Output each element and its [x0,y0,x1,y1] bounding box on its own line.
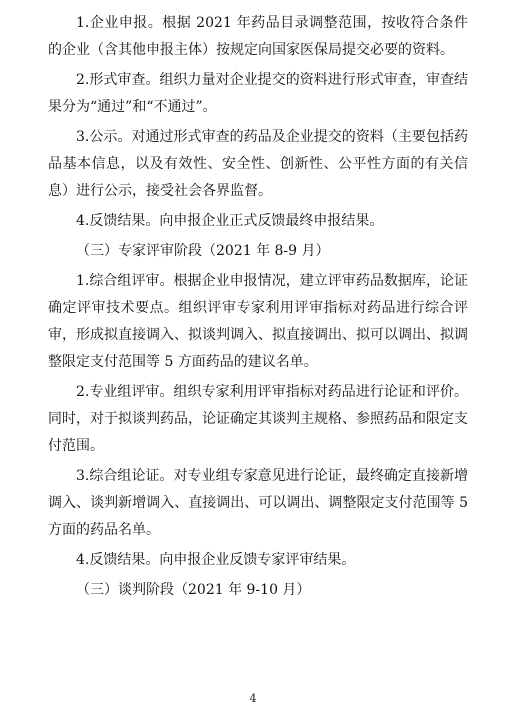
section-heading-expert-review: （三）专家评审阶段（2021 年 8-9 月） [76,243,330,259]
paragraph-publicity: 3.公示。对通过形式审查的药品及企业提交的资料（主要包括药品基本信息，以及有效性、安全性、创新性、公平性方面的有关信息）进行公示，接受社会各界监督。 [48,129,468,199]
page-number: 4 [249,692,257,705]
paragraph-professional-review: 2.专业组评审。组织专家利用评审指标对药品进行论证和评价。同时，对于拟谈判药品，论证确定其谈判主规格、参照药品和限定支付范围。 [48,384,468,454]
paragraph-feedback-result: 4.反馈结果。向申报企业正式反馈最终申报结果。 [76,213,384,229]
paragraph-comprehensive-review: 1.综合组评审。根据企业申报情况，建立评审药品数据库，论证确定评审技术要点。组织评审专家利用评审指标对药品进行综合评审，形成拟直接调入、拟谈判调入、拟直接调出、拟可以调出、拟调整限定支付范围等 5 方面药品的建议名单。 [48,273,468,370]
document-body [48,10,468,607]
paragraph-feedback-expert: 4.反馈结果。向申报企业反馈专家评审结果。 [76,552,356,568]
paragraph-formal-review: 2.形式审查。组织力量对企业提交的资料进行形式审查，审查结果分为“通过”和“不通过”。 [48,72,468,115]
section-heading-negotiation: （三）谈判阶段（2021 年 9-10 月） [76,582,311,598]
paragraph-enterprise-application: 1.企业申报。根据 2021 年药品目录调整范围，按收符合条件的企业（含其他申报主体）按规定向国家医保局提交必要的资料。 [48,15,468,58]
paragraph-comprehensive-argument: 3.综合组论证。对专业组专家意见进行论证，最终确定直接新增调入、谈判新增调入、直接调出、可以调出、调整限定支付范围等 5 方面的药品名单。 [48,468,468,538]
